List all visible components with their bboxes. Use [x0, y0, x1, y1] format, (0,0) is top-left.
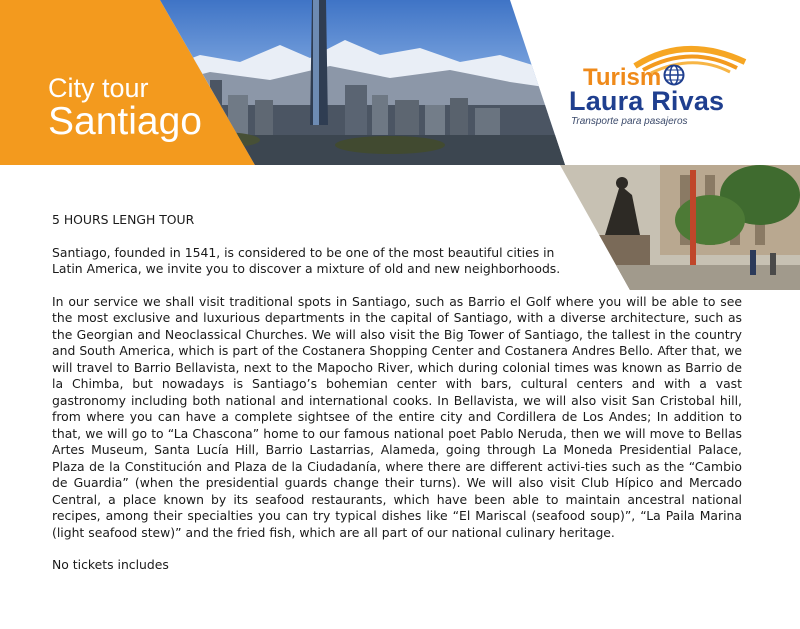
page-header — [0, 0, 800, 165]
logo-tagline: Transporte para pasajeros — [571, 116, 688, 127]
logo-brand-turism: Turism — [583, 64, 662, 91]
tour-duration: 5 HOURS LENGH TOUR — [52, 212, 195, 227]
title-line-city-tour: City tour — [48, 73, 149, 103]
title-line-santiago: Santiago — [48, 100, 202, 143]
logo-brand-laura-rivas: Laura Rivas — [569, 86, 725, 116]
globe-icon — [663, 64, 685, 86]
company-logo — [565, 38, 765, 128]
page-title — [48, 74, 202, 142]
intro-paragraph: Santiago, founded in 1541, is considered to be one of the most beautiful cities in Latin America, we invite you to discover a mixture of old and new neighborhoods. — [52, 244, 561, 276]
tickets-note: No tickets includes — [52, 557, 169, 572]
tour-description — [52, 212, 742, 574]
itinerary-paragraph: In our service we shall visit traditional spots in Santiago, such as Barrio el Golf where you will be able to see the most exclusive and luxurious departments in the capital of Santiago, with a diverse architecture, such as the Georgian and Neoclassical Churches. We will also visit the Big Tower of Santiago, the tallest in the country and South America, which is part of the Costanera Shopping Center and Costanera Andres Bello. After that, we will travel to Barrio Bellavista, next to the Mapocho River, which during colonial times was known as Barrio de la Chimba, but nowadays is Santiago’s bohemian center with bars, cultural centers and with a vast gastronomy including both national and international cooks. In Bellavista, we will also visit San Cristobal hill, from where you can have a complete sightsee of the entire city and Cordillera de Los Andes; In addition to that, we will go to “La Chascona” home to our famous national poet Pablo Neruda, then we will move to Bellas Artes Museum, Santa Lucía Hill, Barrio Lastarrias, Alameda, going through La Moneda Presidential Palace, Plaza de la Constitución and Plaza de la Ciudadanía, where there are different activi-ties such as the “Cambio de Guardia” (when the presidential guards change their turns). We will also visit Club Hípico and Mercado Central, a place known by its seafood restaurants, which have been able to maintain ancestral national recipes, among their specialties you can try typical dishes like “El Mariscal (seafood soup)”, “La Paila Marina (light seafood stew)” and the fried fish, which are all part of our national culinary heritage. — [52, 293, 742, 540]
